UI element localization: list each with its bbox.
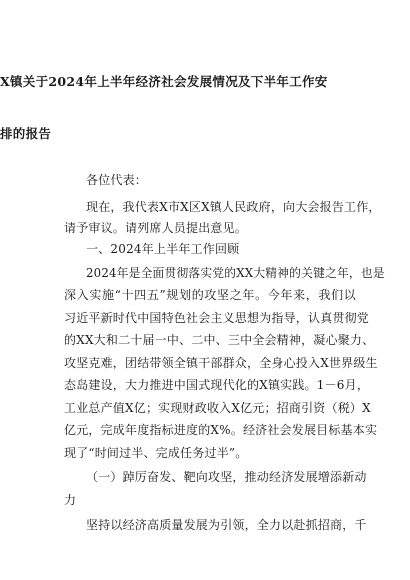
document-title-line-1: X镇关于2024年上半年经济社会发展情况及下半年工作安 xyxy=(0,74,328,89)
paragraph-line: 坚持以经济高质量发展为引领，全力以赴抓招商，千 xyxy=(86,518,367,532)
intro-line-2: 请予审议。请列席人员提出意见。 xyxy=(64,221,248,235)
paragraph-line: 习近平新时代中国特色社会主义思想为指导，认真贯彻党 xyxy=(64,311,370,325)
salutation: 各位代表： xyxy=(86,173,148,187)
intro-line-1: 现在，我代表X市X区X镇人民政府，向大会报告工作， xyxy=(86,200,381,214)
document-title-line-2: 排的报告 xyxy=(0,126,52,141)
section-heading: 一、2024年上半年工作回顾 xyxy=(86,242,240,256)
paragraph-line: 深入实施“十四五”规划的攻坚之年。今年来，我们以 xyxy=(64,288,356,302)
paragraph-line: 2024年是全面贯彻落实党的XX大精神的关键之年，也是 xyxy=(86,266,385,280)
paragraph-line: 态岛建设，大力推进中国式现代化的X镇实践。1－6月， xyxy=(64,378,370,392)
paragraph-line: 工业总产值X亿；实现财政收入X亿元；招商引资（税）X xyxy=(64,401,371,415)
paragraph-line: 攻坚克难，团结带领全镇干部群众，全身心投入X世界级生 xyxy=(64,356,378,370)
paragraph-line: 亿元，完成年度指标进度的X%。经济社会发展目标基本实 xyxy=(64,423,378,437)
paragraph-line: 的XX大和二十届一中、二中、三中全会精神，凝心聚力、 xyxy=(64,333,375,347)
subsection-heading-line-2: 力 xyxy=(64,493,77,507)
subsection-heading-line-1: （一）踔厉奋发、靶向攻坚，推动经济发展增添新动 xyxy=(86,470,367,484)
paragraph-line: 现了“时间过半、完成任务过半”。 xyxy=(64,446,248,460)
